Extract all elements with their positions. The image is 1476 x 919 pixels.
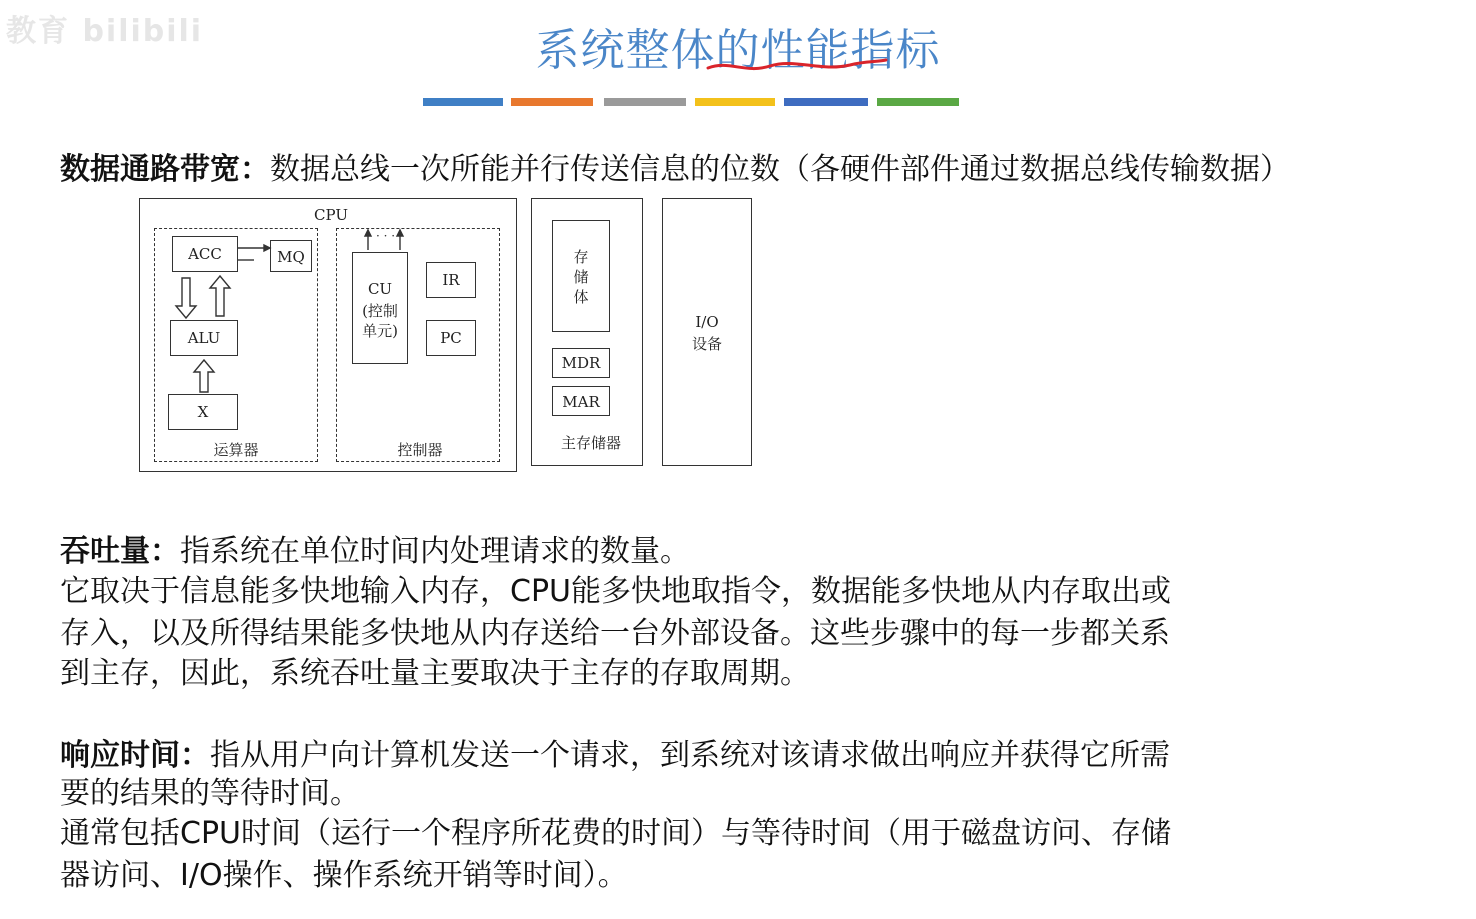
response-line: 要的结果的等待时间。 [60, 776, 360, 811]
divider-bar [695, 98, 775, 106]
throughput-heading [60, 532, 690, 572]
slide-title: 系统整体的性能指标 [535, 25, 941, 76]
storage-label-3: 体 [573, 288, 589, 306]
bandwidth-desc: 数据总线一次所能并行传送信息的位数（各硬件部件通过数据总线传输数据） [270, 152, 1290, 187]
divider-bar [423, 98, 503, 106]
mar-label: MAR [562, 393, 600, 411]
alu-group-label: 运算器 [213, 441, 259, 459]
io-label-2: 设备 [691, 335, 722, 353]
throughput-line: 它取决于信息能多快地输入内存，CPU能多快地取指令，数据能多快地从内存取出或 [60, 574, 1171, 609]
svg-text:· · ·: · · · [376, 229, 396, 243]
response-term: 响应时间： [60, 738, 210, 773]
mdr-label: MDR [561, 354, 601, 372]
mq-label: MQ [277, 248, 305, 266]
cu-label-1: CU [367, 280, 393, 298]
acc-label: ACC [188, 245, 222, 263]
pc-label: PC [440, 329, 462, 347]
bandwidth-paragraph [60, 150, 1290, 190]
io-label-1: I/O [695, 313, 719, 331]
ctrl-group-label: 控制器 [397, 441, 443, 459]
cu-label-3: 单元) [362, 322, 398, 340]
response-line: 器访问、I/O操作、操作系统开销等时间）。 [60, 858, 628, 893]
cu-label-2: (控制 [362, 302, 398, 320]
diagram-arrows [136, 196, 756, 476]
throughput-line: 到主存，因此，系统吞吐量主要取决于主存的存取周期。 [60, 656, 810, 691]
storage-label-2: 储 [573, 268, 589, 286]
throughput-desc: 指系统在单位时间内处理请求的数量。 [180, 534, 690, 569]
cpu-label: CPU [314, 206, 348, 224]
x-label: X [197, 403, 209, 421]
divider-bar [604, 98, 686, 106]
divider-bar [511, 98, 593, 106]
computer-structure-diagram [136, 196, 756, 476]
storage-label-1: 存 [573, 248, 589, 266]
ir-label: IR [442, 271, 460, 289]
throughput-term: 吞吐量： [60, 534, 180, 569]
response-desc: 指从用户向计算机发送一个请求，到系统对该请求做出响应并获得它所需 [210, 738, 1170, 773]
response-heading [60, 736, 1170, 776]
handwritten-underline [700, 46, 890, 76]
divider-bar [784, 98, 868, 106]
response-line: 通常包括CPU时间（运行一个程序所花费的时间）与等待时间（用于磁盘访问、存储 [60, 816, 1171, 851]
divider-bar [877, 98, 959, 106]
bandwidth-term: 数据通路带宽： [60, 152, 270, 187]
alu-label: ALU [187, 329, 221, 347]
memory-label: 主存储器 [560, 434, 621, 452]
watermark: 教育 bilibili [6, 14, 204, 49]
throughput-line: 存入，以及所得结果能多快地从内存送给一台外部设备。这些步骤中的每一步都关系 [60, 616, 1170, 651]
